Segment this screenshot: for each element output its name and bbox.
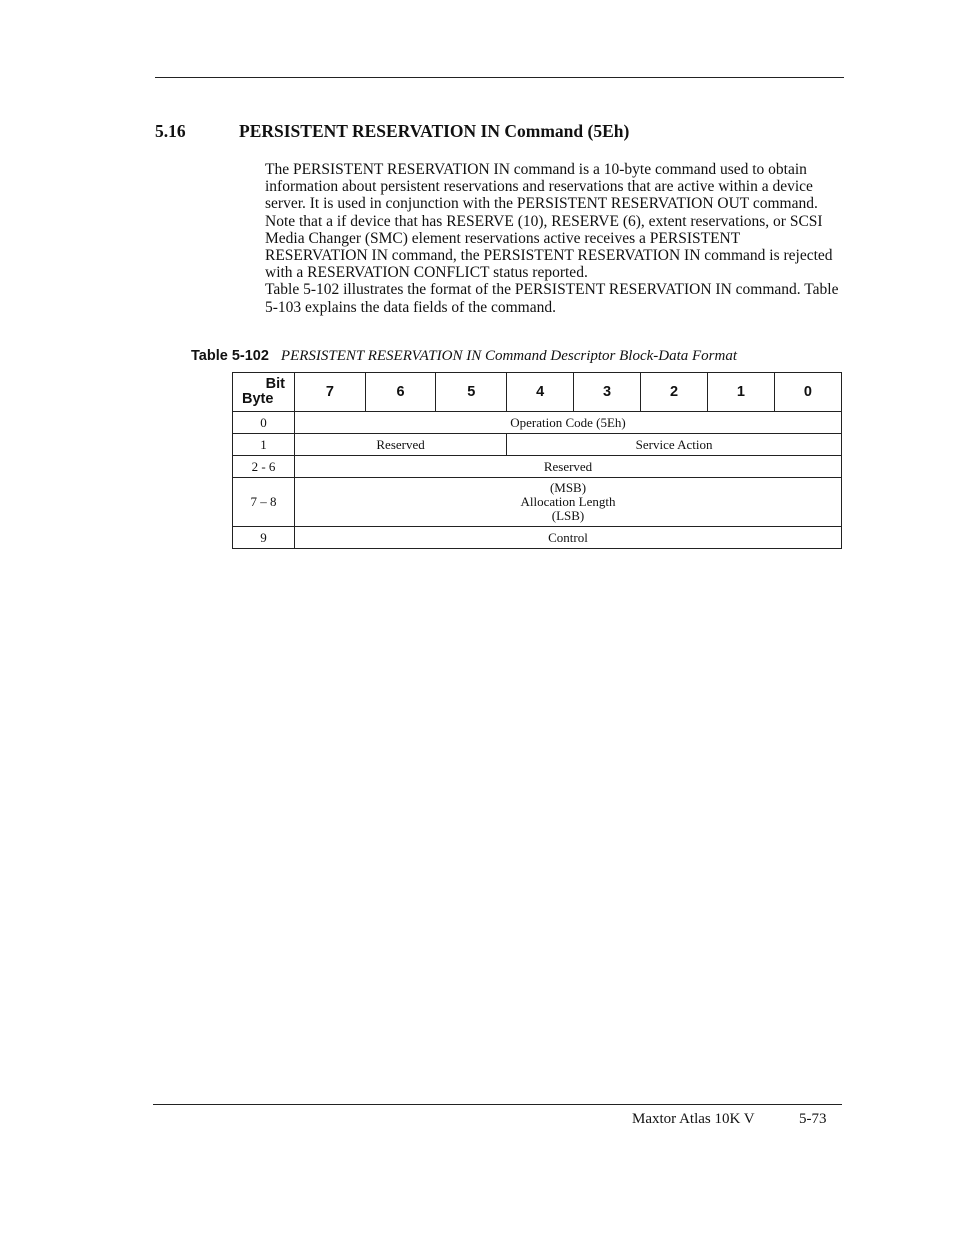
table-header-row <box>233 373 842 412</box>
table-caption <box>191 348 737 365</box>
table-row <box>233 412 842 434</box>
bit-byte-corner <box>233 373 295 412</box>
bit-3-header: 3 <box>574 373 641 412</box>
byte-cell: 2 - 6 <box>233 456 295 478</box>
paragraph-note: Note that a if device that has RESERVE (10), RESERVE (6), extent reservations, or SCSI Media Changer (SMC) element reservations active receives a PERSISTENT RESERVATION IN command, the PERSISTENT RESERVATION IN command is rejected with a RESERVATION CONFLICT status reported. <box>265 212 833 282</box>
body-text <box>265 161 845 316</box>
bit-0-header: 0 <box>774 373 841 412</box>
table-title: PERSISTENT RESERVATION IN Command Descriptor Block-Data Format <box>280 348 738 364</box>
footer-rule <box>153 1104 842 1105</box>
byte-cell: 7 – 8 <box>233 478 295 527</box>
header-rule <box>155 77 844 78</box>
bit-4-header: 4 <box>507 373 574 412</box>
footer-page-number: 5-73 <box>799 1111 827 1127</box>
bit-2-header: 2 <box>641 373 708 412</box>
bit-1-header: 1 <box>707 373 774 412</box>
paragraph-intro: The PERSISTENT RESERVATION IN command is a 10-byte command used to obtain information about persistent reservations and reservations that are active within a device server. It is used in conjunction with the PERSISTENT RESERVATION OUT command. <box>265 161 818 213</box>
field-cell: Operation Code (5Eh) <box>295 412 842 434</box>
byte-cell: 1 <box>233 434 295 456</box>
field-cell-allocation-length <box>295 478 842 527</box>
bit-label: Bit <box>265 376 285 392</box>
field-label: Allocation Length <box>520 494 616 509</box>
table-label: Table 5-102 <box>191 348 269 364</box>
table-row <box>233 478 842 527</box>
table-row <box>233 434 842 456</box>
section-heading <box>155 121 629 142</box>
field-cell-service-action: Service Action <box>507 434 842 456</box>
lsb-label: (LSB) <box>551 508 585 523</box>
field-cell-reserved: Reserved <box>295 434 507 456</box>
cdb-table <box>232 372 842 549</box>
field-cell: Reserved <box>295 456 842 478</box>
section-title: PERSISTENT RESERVATION IN Command (5Eh) <box>239 121 630 141</box>
footer-product: Maxtor Atlas 10K V <box>632 1111 755 1127</box>
table-row <box>233 527 842 549</box>
byte-label: Byte <box>242 391 274 407</box>
section-number: 5.16 <box>155 121 186 141</box>
paragraph-table-ref: Table 5-102 illustrates the format of the PERSISTENT RESERVATION IN command. Table 5-103 explains the data fields of the command. <box>265 281 839 316</box>
bit-7-header: 7 <box>295 373 366 412</box>
bit-6-header: 6 <box>365 373 436 412</box>
bit-5-header: 5 <box>436 373 507 412</box>
msb-label: (MSB) <box>549 480 587 495</box>
byte-cell: 0 <box>233 412 295 434</box>
byte-cell: 9 <box>233 527 295 549</box>
table-row <box>233 456 842 478</box>
field-cell: Control <box>295 527 842 549</box>
